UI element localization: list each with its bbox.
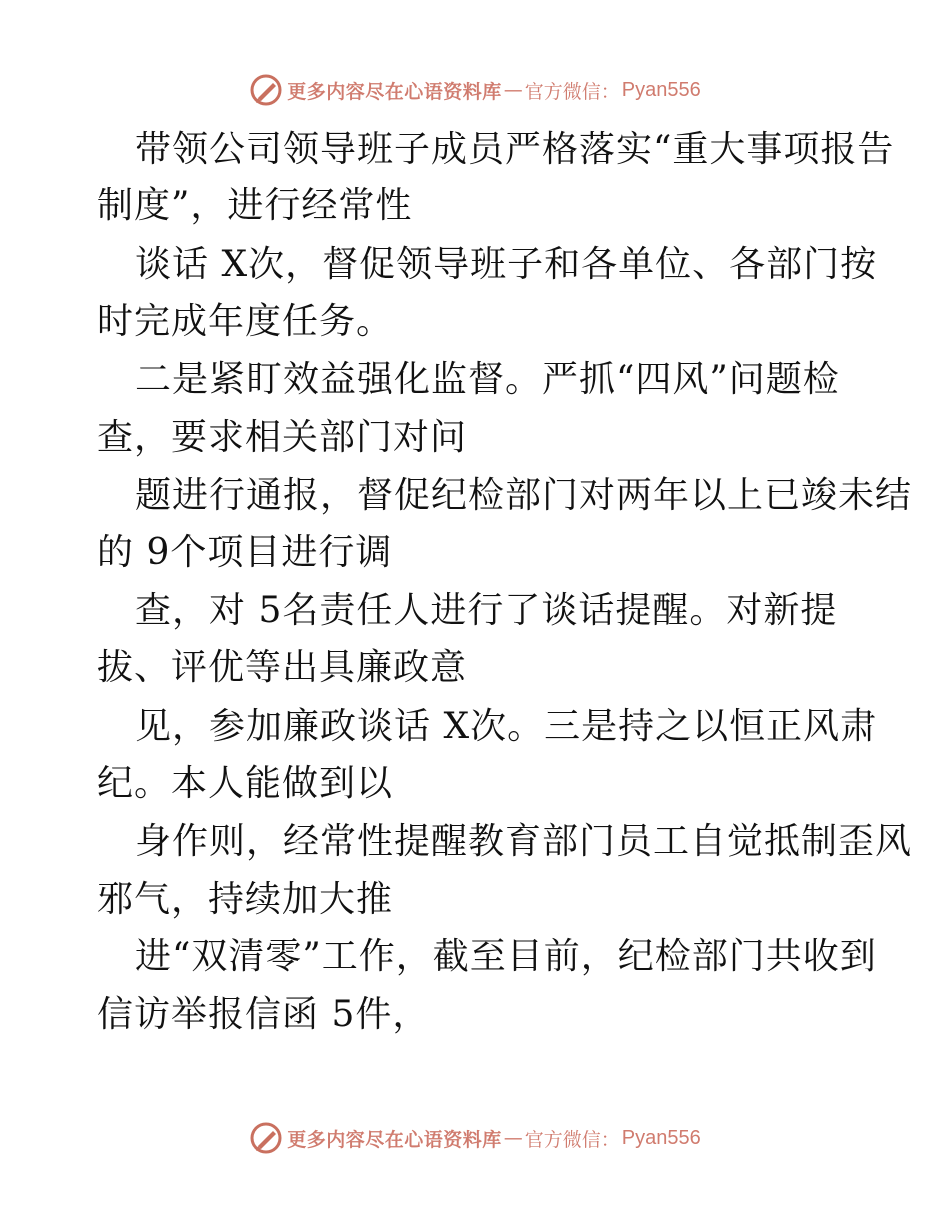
banner-wechat-id: Pyan556: [621, 78, 701, 101]
banner-main-text: 更多内容尽在心语资料库: [287, 1128, 502, 1151]
body-line: 见，参加廉政谈话 X次。三是持之以恒正风肃: [135, 706, 878, 747]
body-line: 拔、评优等出具廉政意: [97, 647, 468, 688]
body-line: 进“双清零”工作，截至目前，纪检部门共收到: [135, 936, 877, 977]
body-line: 纪。本人能做到以: [97, 763, 394, 804]
body-line: 题进行通报，督促纪检部门对两年以上已竣未结: [135, 475, 913, 516]
body-line: 制度”，进行经常性: [97, 185, 413, 226]
banner-official-wechat-label: 官方微信：: [524, 1128, 620, 1151]
banner-main-text: 更多内容尽在心语资料库: [287, 80, 502, 103]
banner-wechat-id: Pyan556: [621, 1126, 701, 1149]
header-watermark-banner: [0, 70, 950, 110]
body-line: 的 9个项目进行调: [97, 532, 393, 573]
body-line: 二是紧盯效益强化监督。严抓“四风”问题检: [135, 359, 840, 400]
body-line: 谈话 X次，督促领导班子和各单位、各部门按: [135, 244, 878, 285]
banner-dash: —: [503, 79, 523, 101]
body-line: 信访举报信函 5件，: [97, 994, 430, 1035]
body-line: 带领公司领导班子成员严格落实“重大事项报告: [135, 129, 895, 170]
pen-circle-logo-icon: [249, 1121, 283, 1155]
pen-circle-logo-icon: [249, 73, 283, 107]
banner-dash: —: [503, 1127, 523, 1149]
body-line: 时完成年度任务。: [97, 301, 394, 342]
footer-watermark-banner: [0, 1118, 950, 1158]
banner-official-wechat-label: 官方微信：: [524, 80, 620, 103]
body-line: 查，对 5名责任人进行了谈话提醒。对新提: [135, 590, 838, 631]
body-line: 身作则，经常性提醒教育部门员工自觉抵制歪风: [135, 821, 913, 862]
body-line: 邪气，持续加大推: [97, 879, 394, 920]
body-line: 查，要求相关部门对问: [97, 417, 468, 458]
